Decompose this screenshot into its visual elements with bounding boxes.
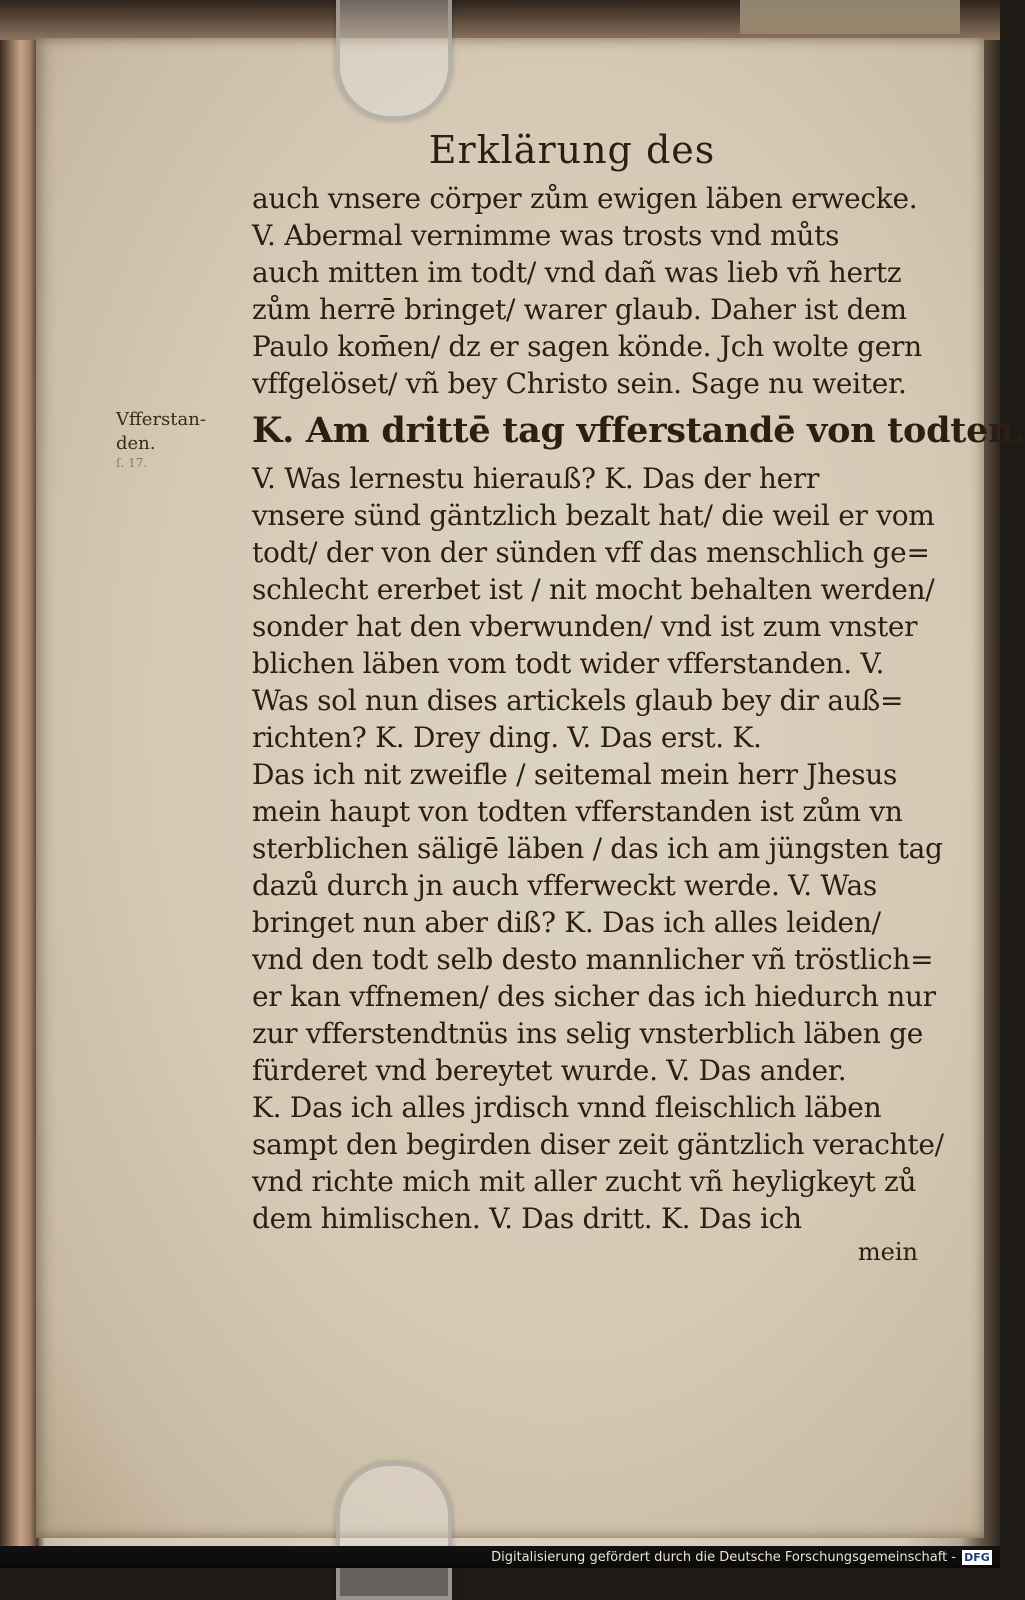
digitization-footer bbox=[0, 1546, 1000, 1568]
paper-clip-bottom bbox=[336, 1462, 452, 1600]
text-line: blichen läben vom todt wider vfferstanden. V. bbox=[252, 647, 885, 680]
page-top-edge bbox=[0, 0, 1000, 40]
text-line: sampt den begirden diser zeit gäntzlich verachte/ bbox=[252, 1128, 944, 1161]
running-heading: Erklärung des bbox=[428, 128, 716, 172]
text-line: mein haupt von todten vfferstanden ist zům vn bbox=[252, 795, 903, 828]
text-line: auch vnsere cörper zům ewigen läben erwecke. bbox=[252, 182, 918, 215]
text-line: bringet nun aber diß? K. Das ich alles leiden/ bbox=[252, 906, 881, 939]
text-block bbox=[252, 120, 1025, 1267]
text-line: Das ich nit zweifle / seitemal mein herr Jhesus bbox=[252, 758, 898, 791]
text-line: zům herrē bringet/ warer glaub. Daher ist dem bbox=[252, 293, 907, 326]
article-heading-line: K. Am drittē tag vfferstandē von todten. bbox=[252, 410, 1025, 451]
margin-note bbox=[116, 408, 246, 470]
text-line: Was sol nun dises artickels glaub bey dir auß= bbox=[252, 684, 904, 717]
text-line: er kan vffnemen/ des sicher das ich hiedurch nur bbox=[252, 980, 936, 1013]
text-line: K. Das ich alles jrdisch vnnd fleischlich läben bbox=[252, 1091, 882, 1124]
footer-credit: Digitalisierung gefördert durch die Deutsche Forschungsgemeinschaft - bbox=[491, 1550, 956, 1565]
catchword: mein bbox=[857, 1238, 918, 1266]
text-line: richten? K. Drey ding. V. Das erst. K. bbox=[252, 721, 762, 754]
text-line: dazů durch jn auch vfferweckt werde. V. Was bbox=[252, 869, 877, 902]
text-line: V. Was lernestu hierauß? K. Das der herr bbox=[252, 462, 820, 495]
text-line: vnd richte mich mit aller zucht vñ heyligkeyt zů bbox=[252, 1165, 917, 1198]
torn-paper-fragment bbox=[740, 0, 960, 34]
text-line: vffgelöset/ vñ bey Christo sein. Sage nu weiter. bbox=[252, 367, 907, 400]
text-line: sterblichen säligē läben / das ich am jüngsten tag bbox=[252, 832, 943, 865]
text-line: schlecht ererbet ist / nit mocht behalten werden/ bbox=[252, 573, 935, 606]
text-line: Paulo kom̄en/ dz er sagen könde. Jch wolte gern bbox=[252, 330, 922, 363]
margin-note-line-1: Vfferstan- bbox=[116, 409, 206, 430]
text-line: dem himlischen. V. Das dritt. K. Das ich bbox=[252, 1202, 802, 1235]
text-line: zur vfferstendtnüs ins selig vnsterblich läben ge bbox=[252, 1017, 923, 1050]
book-spine-edge bbox=[0, 0, 38, 1568]
text-line: vnsere sünd gäntzlich bezalt hat/ die weil er vom bbox=[252, 499, 935, 532]
text-line: sonder hat den vberwunden/ vnd ist zum vnster bbox=[252, 610, 918, 643]
paper-clip-top bbox=[336, 0, 452, 120]
margin-note-line-2: den. bbox=[116, 433, 156, 454]
text-line: V. Abermal vernimme was trosts vnd můts bbox=[252, 219, 840, 252]
text-line: auch mitten im todt/ vnd dañ was lieb vñ hertz bbox=[252, 256, 902, 289]
text-line: vnd den todt selb desto mannlicher vñ tröstlich= bbox=[252, 943, 934, 976]
text-line: fürderet vnd bereytet wurde. V. Das ander. bbox=[252, 1054, 847, 1087]
text-line: todt/ der von der sünden vff das menschlich ge= bbox=[252, 536, 930, 569]
dfg-logo-icon: DFG bbox=[962, 1550, 992, 1565]
margin-note-faint: ſ. 17. bbox=[116, 456, 148, 470]
